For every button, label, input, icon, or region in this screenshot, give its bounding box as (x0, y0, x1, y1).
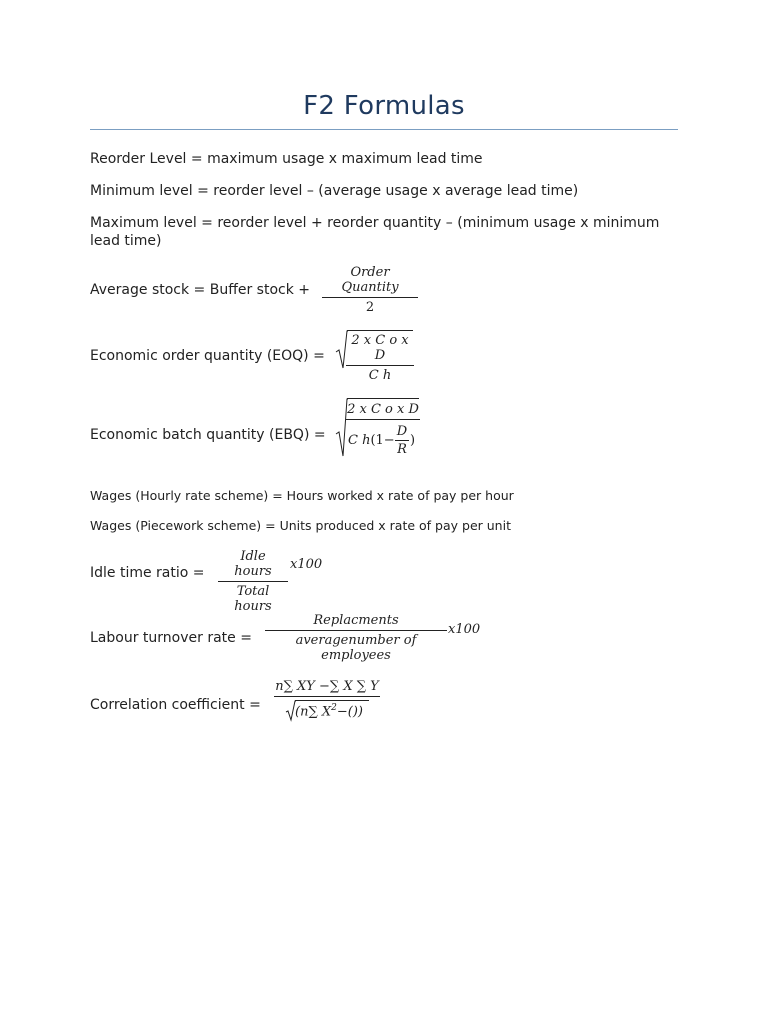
eoq-label: Economic order quantity (EOQ) = (90, 348, 325, 364)
ebq-ch: C h (348, 433, 371, 448)
correlation-numerator: n∑ XY −∑ X ∑ Y (274, 679, 380, 697)
average-stock-fraction (322, 265, 418, 315)
idle-time-fraction (218, 549, 288, 614)
labour-turnover-multiplier: x100 (448, 622, 481, 637)
average-stock-numerator: Order Quantity (322, 265, 418, 298)
ebq-inner-denominator: R (397, 442, 407, 457)
average-stock-label: Average stock = Buffer stock + (90, 282, 311, 298)
title-divider (90, 129, 678, 130)
ebq-inner-numerator: D (396, 424, 408, 439)
labour-turnover-label: Labour turnover rate = (90, 630, 252, 646)
correlation-denominator (295, 703, 363, 719)
minimum-level-formula: Minimum level = reorder level – (average usage x average lead time) (90, 183, 579, 199)
maximum-level-formula: Maximum level = reorder level + reorder quantity – (minimum usage x minimum lead time) (90, 215, 660, 249)
eoq-numerator: 2 x C o x D (346, 333, 414, 366)
correlation-den-sup: 2 (331, 703, 337, 713)
ebq-numerator: 2 x C o x D (346, 402, 420, 420)
idle-time-label: Idle time ratio = (90, 565, 205, 581)
idle-time-denominator: Total hours (234, 584, 272, 614)
correlation-den-close: −()) (336, 704, 363, 720)
ebq-radical-bar (347, 398, 419, 399)
correlation-label: Correlation coefficient = (90, 697, 261, 713)
reorder-level-formula: Reorder Level = maximum usage x maximum lead time (90, 151, 483, 167)
ebq-denominator-prefix (348, 433, 395, 448)
page-title: F2 Formulas (303, 91, 465, 121)
ebq-label: Economic batch quantity (EBQ) = (90, 427, 326, 443)
eoq-radical-bar (347, 330, 413, 331)
average-stock-denominator: 2 (365, 300, 375, 315)
ebq-inner-open: (1− (370, 433, 395, 448)
idle-time-numerator: Idle hours (218, 549, 288, 582)
wages-piecework-formula: Wages (Piecework scheme) = Units produced x rate of pay per unit (90, 518, 511, 533)
labour-turnover-numerator: Replacments (265, 613, 447, 631)
ebq-inner-close: ) (410, 433, 416, 448)
wages-hourly-formula: Wages (Hourly rate scheme) = Hours worked x rate of pay per hour (90, 488, 514, 503)
correlation-den-open: (n∑ X (295, 704, 332, 720)
correlation-radical-bar (295, 700, 369, 701)
ebq-inner-fraction (395, 424, 409, 457)
idle-time-multiplier: x100 (290, 557, 323, 572)
labour-turnover-denominator: averagenumber of employees (295, 633, 417, 663)
eoq-denominator: C h (368, 368, 392, 383)
labour-turnover-fraction (265, 613, 447, 663)
eoq-fraction (346, 333, 414, 383)
